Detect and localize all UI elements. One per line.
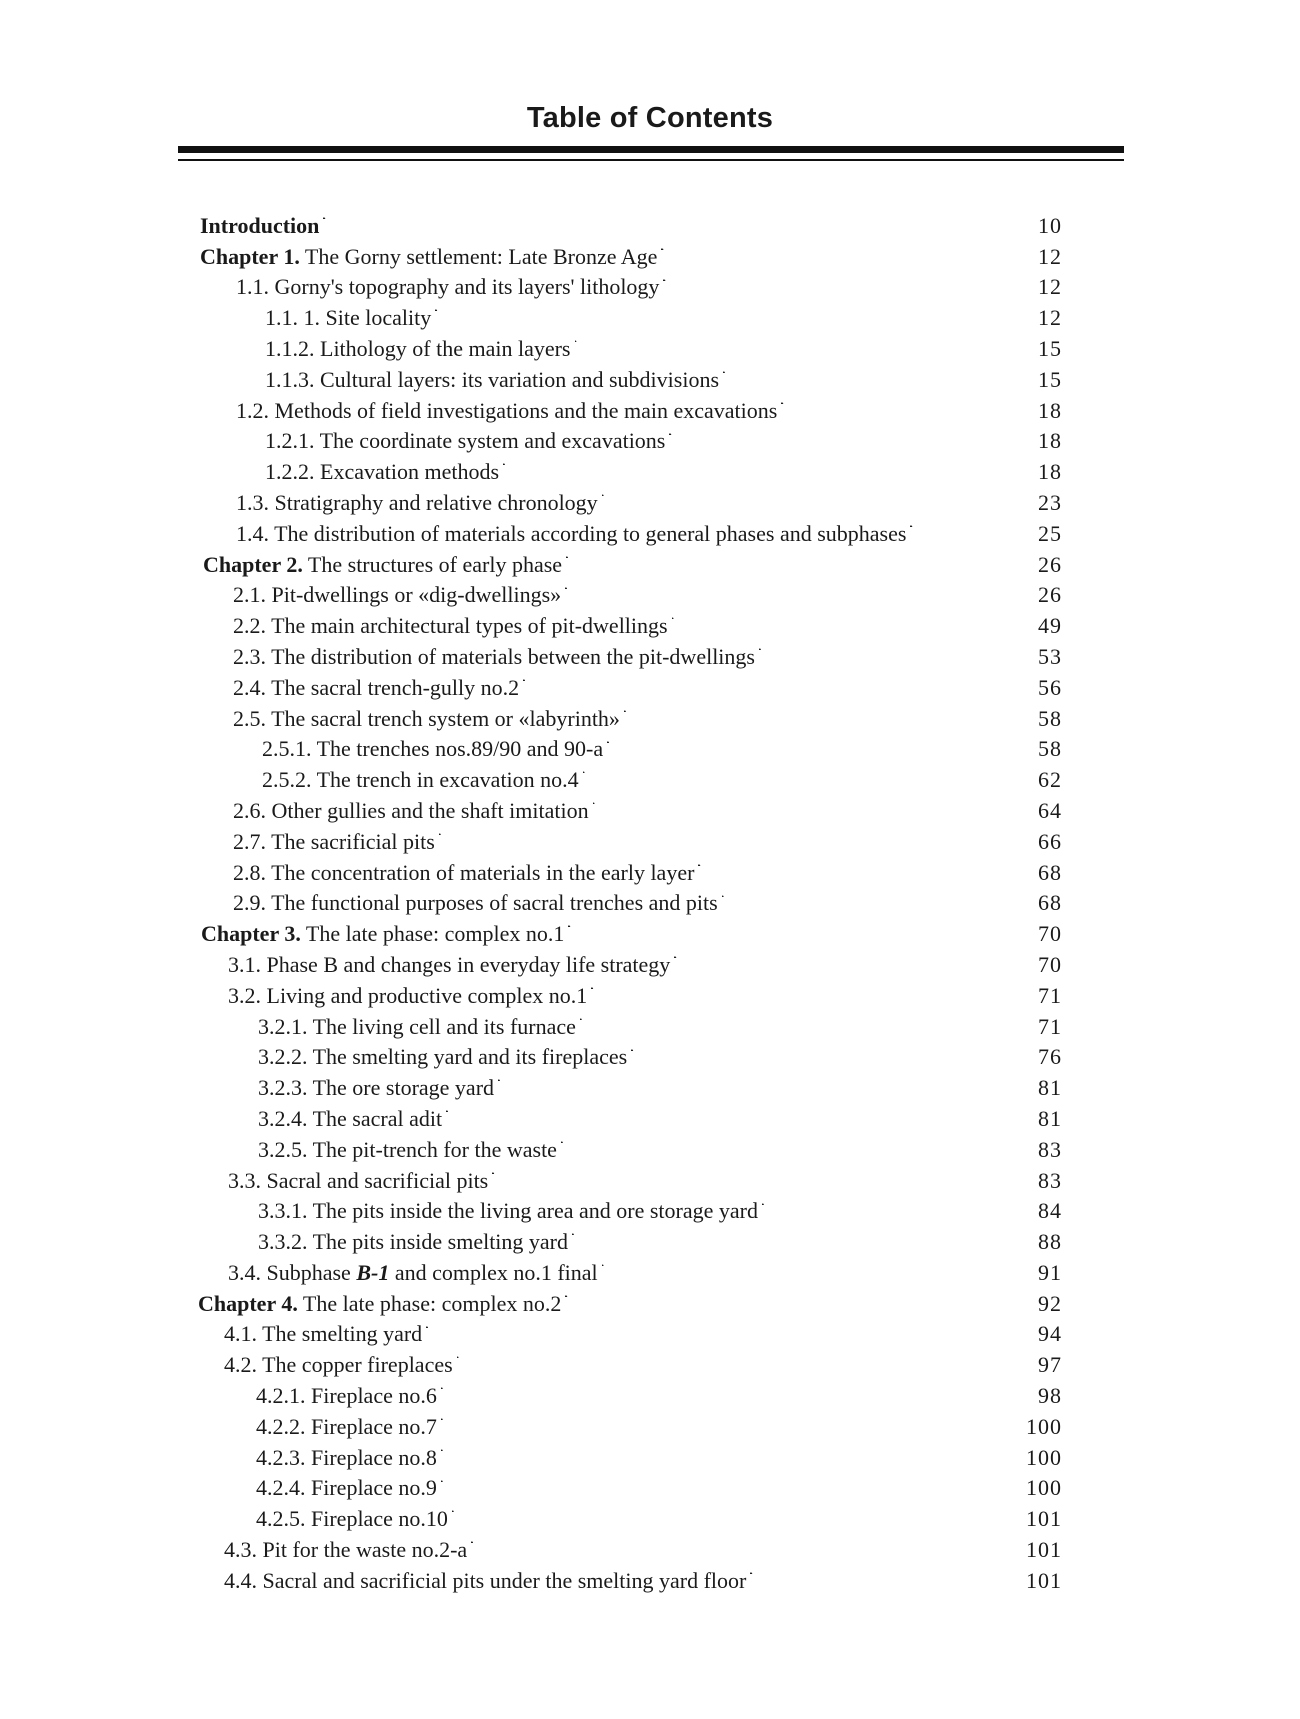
toc-entry[interactable] — [228, 1249, 1062, 1285]
dot-leader — [439, 818, 1034, 849]
toc-entry-label — [224, 1566, 750, 1597]
toc-entry-text: 1.2.2. Excavation methods — [265, 459, 500, 485]
toc-entry[interactable] — [224, 1341, 1062, 1378]
dot-leader — [762, 1188, 1034, 1219]
dot-leader — [672, 602, 1034, 633]
toc-entry-text: 2.6. Other gullies and the shaft imitation — [233, 797, 589, 823]
dot-leader — [602, 479, 1034, 510]
dot-leader — [323, 202, 1034, 233]
toc-page-number: 101 — [1026, 1506, 1062, 1532]
dot-leader — [503, 448, 1034, 479]
toc-page-number: 56 — [1038, 674, 1062, 700]
toc-entry-text: 4.1. The smelting yard — [224, 1321, 423, 1347]
toc-entry[interactable] — [265, 418, 1062, 454]
toc-entry[interactable] — [228, 972, 1062, 1008]
dot-leader — [565, 1280, 1034, 1311]
toc-page-number: 81 — [1038, 1105, 1062, 1131]
toc-entry[interactable] — [228, 941, 1062, 977]
dot-leader — [435, 294, 1034, 325]
dot-leader — [568, 910, 1034, 941]
toc-page-number: 81 — [1038, 1075, 1062, 1101]
toc-entry[interactable] — [256, 1495, 1062, 1532]
dot-leader — [566, 541, 1034, 572]
dot-leader — [492, 1157, 1034, 1188]
dot-leader — [441, 1434, 1022, 1465]
toc-entry[interactable] — [233, 818, 1062, 854]
toc-entry[interactable] — [233, 695, 1062, 731]
toc-entry[interactable] — [233, 849, 1062, 885]
toc-page-number: 18 — [1038, 397, 1062, 423]
toc-entry-text: 4.2.5. Fireplace no.10 — [256, 1506, 448, 1532]
toc-entry-text: 3.4. Subphase — [228, 1259, 357, 1285]
toc-entry-text: 4.2.3. Fireplace no.8 — [256, 1444, 437, 1470]
toc-page-number: 12 — [1038, 274, 1062, 300]
toc-entry[interactable] — [203, 541, 1062, 577]
toc-page-number: 71 — [1038, 1013, 1062, 1039]
toc-page-number: 18 — [1038, 428, 1062, 454]
toc-entry-heading: Chapter 1. — [200, 243, 300, 269]
toc-entry[interactable] — [258, 1034, 1062, 1070]
toc-entry[interactable] — [224, 1557, 1062, 1593]
toc-page-number: 26 — [1038, 582, 1062, 608]
toc-page-number: 15 — [1038, 335, 1062, 361]
dot-leader — [910, 510, 1034, 541]
toc-entry-text: 3.2.5. The pit-trench for the waste — [258, 1136, 557, 1162]
toc-entry[interactable] — [236, 510, 1062, 546]
toc-page-number: 25 — [1038, 520, 1062, 546]
toc-entry-text: and complex no.1 final — [389, 1259, 598, 1285]
toc-entry-text: 2.4. The sacral trench-gully no.2 — [233, 674, 520, 700]
dot-leader — [624, 695, 1034, 726]
toc-entry-text: 3.2.3. The ore storage yard — [258, 1075, 495, 1101]
toc-entry[interactable] — [233, 880, 1062, 916]
dot-leader — [781, 387, 1034, 418]
toc-entry[interactable] — [258, 1064, 1062, 1101]
toc-page-number: 58 — [1038, 705, 1062, 731]
dot-leader — [441, 1403, 1022, 1434]
toc-entry[interactable] — [262, 726, 1062, 762]
dot-leader — [572, 1218, 1034, 1249]
toc-page-number: 97 — [1038, 1352, 1062, 1378]
toc-entry[interactable] — [201, 910, 1062, 947]
toc-entry-text: 2.1. Pit-dwellings or «dig-dwellings» — [233, 582, 562, 608]
toc-entry-text: 3.3. Sacral and sacrificial pits — [228, 1167, 489, 1193]
toc-entry-text: 2.3. The distribution of materials between the pit-dwellings — [233, 643, 755, 669]
toc-entry-heading: Chapter 4. — [198, 1290, 298, 1316]
toc-entry-heading: Introduction — [200, 212, 320, 238]
dot-leader — [446, 1095, 1034, 1126]
toc-entry-text: 1.2. Methods of field investigations and the main excavations — [236, 397, 778, 423]
dot-leader — [441, 1372, 1034, 1403]
toc-entry-text: The Gorny settlement: Late Bronze Age — [299, 243, 658, 269]
dot-leader — [723, 356, 1034, 387]
toc-entry-heading: Chapter 2. — [203, 551, 303, 577]
toc-entry[interactable] — [256, 1372, 1062, 1409]
toc-entry[interactable] — [233, 572, 1062, 608]
toc-entry[interactable] — [233, 664, 1062, 700]
toc-page-number: 58 — [1038, 736, 1062, 762]
toc-page-number: 83 — [1038, 1136, 1062, 1162]
dot-leader — [591, 972, 1034, 1003]
toc-entry-text: 1.1.3. Cultural layers: its variation and subdivisions — [265, 366, 720, 392]
toc-entry-text: 4.4. Sacral and sacrificial pits under the smelting yard floor — [224, 1567, 747, 1593]
toc-entry-text: 1.1.2. Lithology of the main layers — [265, 335, 571, 361]
toc-page-number: 88 — [1038, 1229, 1062, 1255]
dot-leader — [580, 1003, 1034, 1034]
toc-entry[interactable] — [224, 1311, 1062, 1347]
toc-entry-text: 4.3. Pit for the waste no.2-a — [224, 1537, 468, 1563]
toc-entry-text: 4.2.2. Fireplace no.7 — [256, 1413, 437, 1439]
dot-leader — [698, 849, 1034, 880]
dot-leader — [631, 1034, 1034, 1065]
toc-entry[interactable] — [258, 1126, 1062, 1162]
dot-leader — [426, 1311, 1034, 1342]
toc-page-number: 101 — [1026, 1567, 1062, 1593]
toc-entry[interactable] — [258, 1095, 1062, 1131]
toc-entry-text: 4.2.4. Fireplace no.9 — [256, 1475, 437, 1501]
dot-leader — [441, 1465, 1022, 1496]
toc-entry-text: 1.2.1. The coordinate system and excavations — [265, 428, 666, 454]
toc-page-number: 101 — [1026, 1537, 1062, 1563]
toc-page-number: 66 — [1038, 828, 1062, 854]
toc-entry[interactable] — [256, 1403, 1062, 1439]
toc-page-number: 18 — [1038, 459, 1062, 485]
toc-entry-text: 2.7. The sacrificial pits — [233, 828, 435, 854]
toc-entry[interactable] — [200, 202, 1062, 238]
toc-entry-text: The structures of early phase — [302, 551, 563, 577]
toc-page-number: 94 — [1038, 1321, 1062, 1347]
toc-entry[interactable] — [233, 633, 1062, 669]
dot-leader — [759, 633, 1034, 664]
toc-entry[interactable] — [265, 325, 1062, 361]
dot-leader — [669, 418, 1034, 449]
toc-page-number: 71 — [1038, 982, 1062, 1008]
title-rule-thin — [178, 159, 1124, 161]
toc-page-number: 53 — [1038, 643, 1062, 669]
toc-entry-text: 3.2.1. The living cell and its furnace — [258, 1013, 576, 1039]
toc-entry-text: 3.2.2. The smelting yard and its fireplaces — [258, 1044, 628, 1070]
toc-page-number: 98 — [1038, 1383, 1062, 1409]
toc-entry[interactable] — [256, 1465, 1062, 1501]
page-title: Table of Contents — [526, 102, 774, 134]
toc-entry-text: 2.5.2. The trench in excavation no.4 — [262, 767, 579, 793]
toc-entry[interactable] — [256, 1434, 1062, 1470]
toc-entry-text: 2.5.1. The trenches nos.89/90 and 90-a — [262, 736, 604, 762]
toc-entry[interactable] — [258, 1218, 1062, 1255]
toc-entry-text: 4.2.1. Fireplace no.6 — [256, 1383, 437, 1409]
dot-leader — [498, 1064, 1034, 1095]
toc-entry-text: 2.8. The concentration of materials in the early layer — [233, 859, 695, 885]
dot-leader — [674, 941, 1034, 972]
toc-page-number: 100 — [1026, 1413, 1062, 1439]
toc-page-number: 68 — [1038, 859, 1062, 885]
toc-entry[interactable] — [224, 1526, 1062, 1563]
toc-entry[interactable] — [258, 1003, 1062, 1039]
toc-entry[interactable] — [228, 1157, 1062, 1193]
dot-leader — [593, 787, 1034, 818]
toc-page-number: 68 — [1038, 890, 1062, 916]
dot-leader — [663, 264, 1034, 295]
toc-page-number: 76 — [1038, 1044, 1062, 1070]
toc-entry[interactable] — [236, 387, 1062, 423]
toc-page-number: 83 — [1038, 1167, 1062, 1193]
toc-page-number: 10 — [1038, 212, 1062, 238]
toc-entry[interactable] — [200, 233, 1062, 269]
toc-page-number: 100 — [1026, 1475, 1062, 1501]
toc-entry-text: 1.3. Stratigraphy and relative chronology — [236, 489, 598, 515]
toc-entry-text: The late phase: complex no.2 — [297, 1290, 562, 1316]
toc-entry-text: 2.9. The functional purposes of sacral trenches and pits — [233, 890, 718, 916]
toc-entry-text: 1.1. 1. Site locality — [265, 305, 432, 331]
toc-entry-text: 1.4. The distribution of materials according to general phases and subphases — [236, 520, 907, 546]
toc-entry-emphasis: B-1 — [356, 1259, 390, 1285]
toc-page-number: 12 — [1038, 305, 1062, 331]
toc-entry-text: The late phase: complex no.1 — [300, 921, 565, 947]
toc-entry-text: 3.2.4. The sacral adit — [258, 1105, 443, 1131]
toc-page-number: 70 — [1038, 921, 1062, 947]
toc-entry-text: 2.5. The sacral trench system or «labyrinth» — [233, 705, 620, 731]
toc-page-number: 70 — [1038, 951, 1062, 977]
toc-entry-text: 4.2. The copper fireplaces — [224, 1352, 453, 1378]
toc-page-number: 15 — [1038, 366, 1062, 392]
dot-leader — [750, 1557, 1022, 1588]
toc-page-number: 26 — [1038, 551, 1062, 577]
toc-entry-heading: Chapter 3. — [201, 921, 301, 947]
toc-entry[interactable] — [236, 264, 1062, 300]
title-rule-thick — [178, 146, 1124, 153]
toc-entry[interactable] — [233, 602, 1062, 639]
toc-entry[interactable] — [233, 787, 1062, 823]
toc-entry-text: 3.1. Phase B and changes in everyday life strategy — [228, 951, 671, 977]
toc-entry[interactable] — [258, 1188, 1062, 1224]
dot-leader — [523, 664, 1034, 695]
dot-leader — [575, 325, 1035, 356]
toc-entry[interactable] — [198, 1280, 1062, 1316]
toc-entry[interactable] — [265, 294, 1062, 331]
toc-entry[interactable] — [236, 479, 1062, 515]
toc-page-number: 49 — [1038, 613, 1062, 639]
toc-page-number: 64 — [1038, 797, 1062, 823]
toc-entry-text: 3.3.2. The pits inside smelting yard — [258, 1229, 569, 1255]
dot-leader — [471, 1526, 1022, 1557]
dot-leader — [457, 1341, 1034, 1372]
toc-page-number: 12 — [1038, 243, 1062, 269]
dot-leader — [565, 572, 1034, 603]
toc-page-number: 23 — [1038, 489, 1062, 515]
toc-page-number: 92 — [1038, 1290, 1062, 1316]
dot-leader — [661, 233, 1034, 264]
toc-entry-text: 2.2. The main architectural types of pit-dwellings — [233, 613, 668, 639]
dot-leader — [561, 1126, 1034, 1157]
dot-leader — [452, 1495, 1022, 1526]
toc-entry-text: 1.1. Gorny's topography and its layers' lithology — [236, 274, 660, 300]
dot-leader — [722, 880, 1034, 911]
toc-entry-text: 3.2. Living and productive complex no.1 — [228, 982, 588, 1008]
toc-page-number: 84 — [1038, 1198, 1062, 1224]
dot-leader — [607, 726, 1034, 757]
dot-leader — [583, 756, 1034, 787]
toc-entry[interactable] — [265, 356, 1062, 392]
dot-leader — [602, 1249, 1034, 1280]
toc-entry-text: 3.3.1. The pits inside the living area and ore storage yard — [258, 1198, 758, 1224]
toc-entry[interactable] — [265, 448, 1062, 485]
toc-entry[interactable] — [262, 756, 1062, 793]
toc-page-number: 100 — [1026, 1444, 1062, 1470]
toc-page-number: 62 — [1038, 767, 1062, 793]
toc-page-number: 91 — [1038, 1259, 1062, 1285]
table-of-contents — [0, 202, 1300, 1593]
